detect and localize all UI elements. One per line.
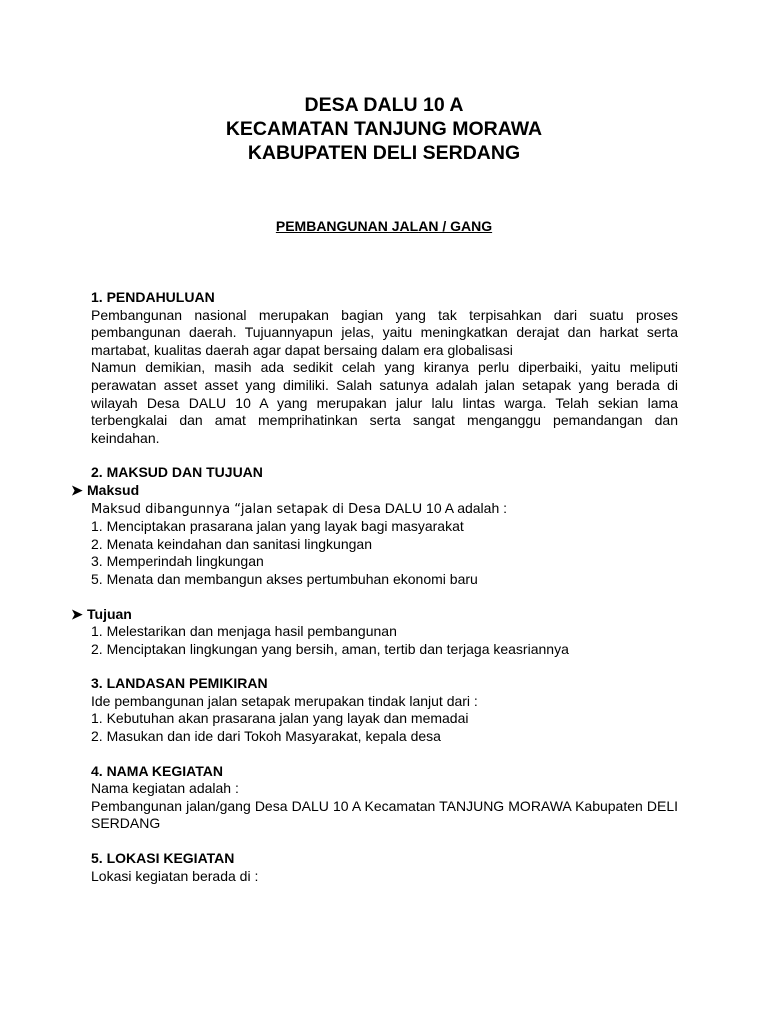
header-regency: KABUPATEN DELI SERDANG: [247, 142, 521, 164]
header-district: KECAMATAN TANJUNG MORAWA: [225, 118, 543, 140]
section-pendahuluan: [91, 289, 678, 447]
list-item: 2. Masukan dan ide dari Tokoh Masyarakat, kepala desa: [91, 728, 441, 745]
maksud-intro: [91, 500, 678, 519]
section-nama-kegiatan: [91, 763, 678, 833]
paragraph: Pembangunan nasional merupakan bagian yang tak terpisahkan dari suatu proses pembangunan daerah. Tujuannyapun jelas, yaitu meningkatkan derajat dan harkat serta martabat, kualitas daerah agar dapat bersaing dalam era globalisasi: [91, 306, 678, 358]
document-header: [0, 93, 768, 165]
document-subtitle: PEMBANGUNAN JALAN / GANG: [275, 218, 493, 234]
bullet-label: Maksud: [87, 481, 140, 498]
section-heading: 1. PENDAHULUAN: [91, 289, 215, 305]
paragraph: Pembangunan jalan/gang Desa DALU 10 A Kecamatan TANJUNG MORAWA Kabupaten DELI SERDANG: [91, 797, 678, 832]
paragraph: Namun demikian, masih ada sedikit celah yang kiranya perlu diperbaiki, yaitu meliputi perawatan asset asset yang dimiliki. Salah satunya adalah jalan setapak yang berada di wilayah Desa DALU 10 A yang merupakan jalur lalu lintas warga. Telah sekian lama terbengkalai dan amat memprihatinkan serta sangat menganggu pemandangan dan keindahan.: [91, 359, 678, 446]
section-landasan-pemikiran: [91, 675, 678, 745]
section-intro: Lokasi kegiatan berada di :: [91, 867, 259, 884]
document-body: [71, 289, 678, 885]
section-intro: Nama kegiatan adalah :: [91, 780, 239, 797]
section-tujuan: [71, 605, 678, 659]
list-item: 2. Menata keindahan dan sanitasi lingkungan: [91, 535, 372, 552]
bullet-maksud: [71, 482, 678, 500]
section-heading: 3. LANDASAN PEMIKIRAN: [91, 675, 268, 692]
arrow-bullet-icon: ➤: [71, 605, 83, 622]
intro-part: Maksud dibangunnya “jalan setapak di Desa: [91, 501, 381, 517]
section-maksud-tujuan: [71, 464, 678, 588]
list-item: 2. Menciptakan lingkungan yang bersih, aman, tertib dan terjaga keasriannya: [91, 640, 569, 657]
section-intro: Ide pembangunan jalan setapak merupakan tindak lanjut dari :: [91, 692, 478, 709]
list-item: 1. Menciptakan prasarana jalan yang layak bagi masyarakat: [91, 518, 464, 535]
section-heading: 2. MAKSUD DAN TUJUAN: [91, 464, 263, 481]
bullet-label: Tujuan: [87, 605, 132, 622]
list-item: 5. Menata dan membangun akses pertumbuhan ekonomi baru: [91, 570, 478, 587]
section-heading: 5. LOKASI KEGIATAN: [91, 850, 235, 867]
intro-part: DALU 10 A adalah :: [380, 499, 508, 516]
bullet-tujuan: [71, 606, 678, 624]
list-item: 1. Melestarikan dan menjaga hasil pembangunan: [91, 623, 397, 640]
list-item: 3. Memperindah lingkungan: [91, 553, 264, 570]
list-item: 1. Kebutuhan akan prasarana jalan yang layak dan memadai: [91, 710, 469, 727]
section-heading: 4. NAMA KEGIATAN: [91, 762, 223, 779]
section-lokasi-kegiatan: [91, 850, 678, 885]
arrow-bullet-icon: ➤: [71, 481, 83, 498]
header-village: DESA DALU 10 A: [304, 94, 464, 116]
